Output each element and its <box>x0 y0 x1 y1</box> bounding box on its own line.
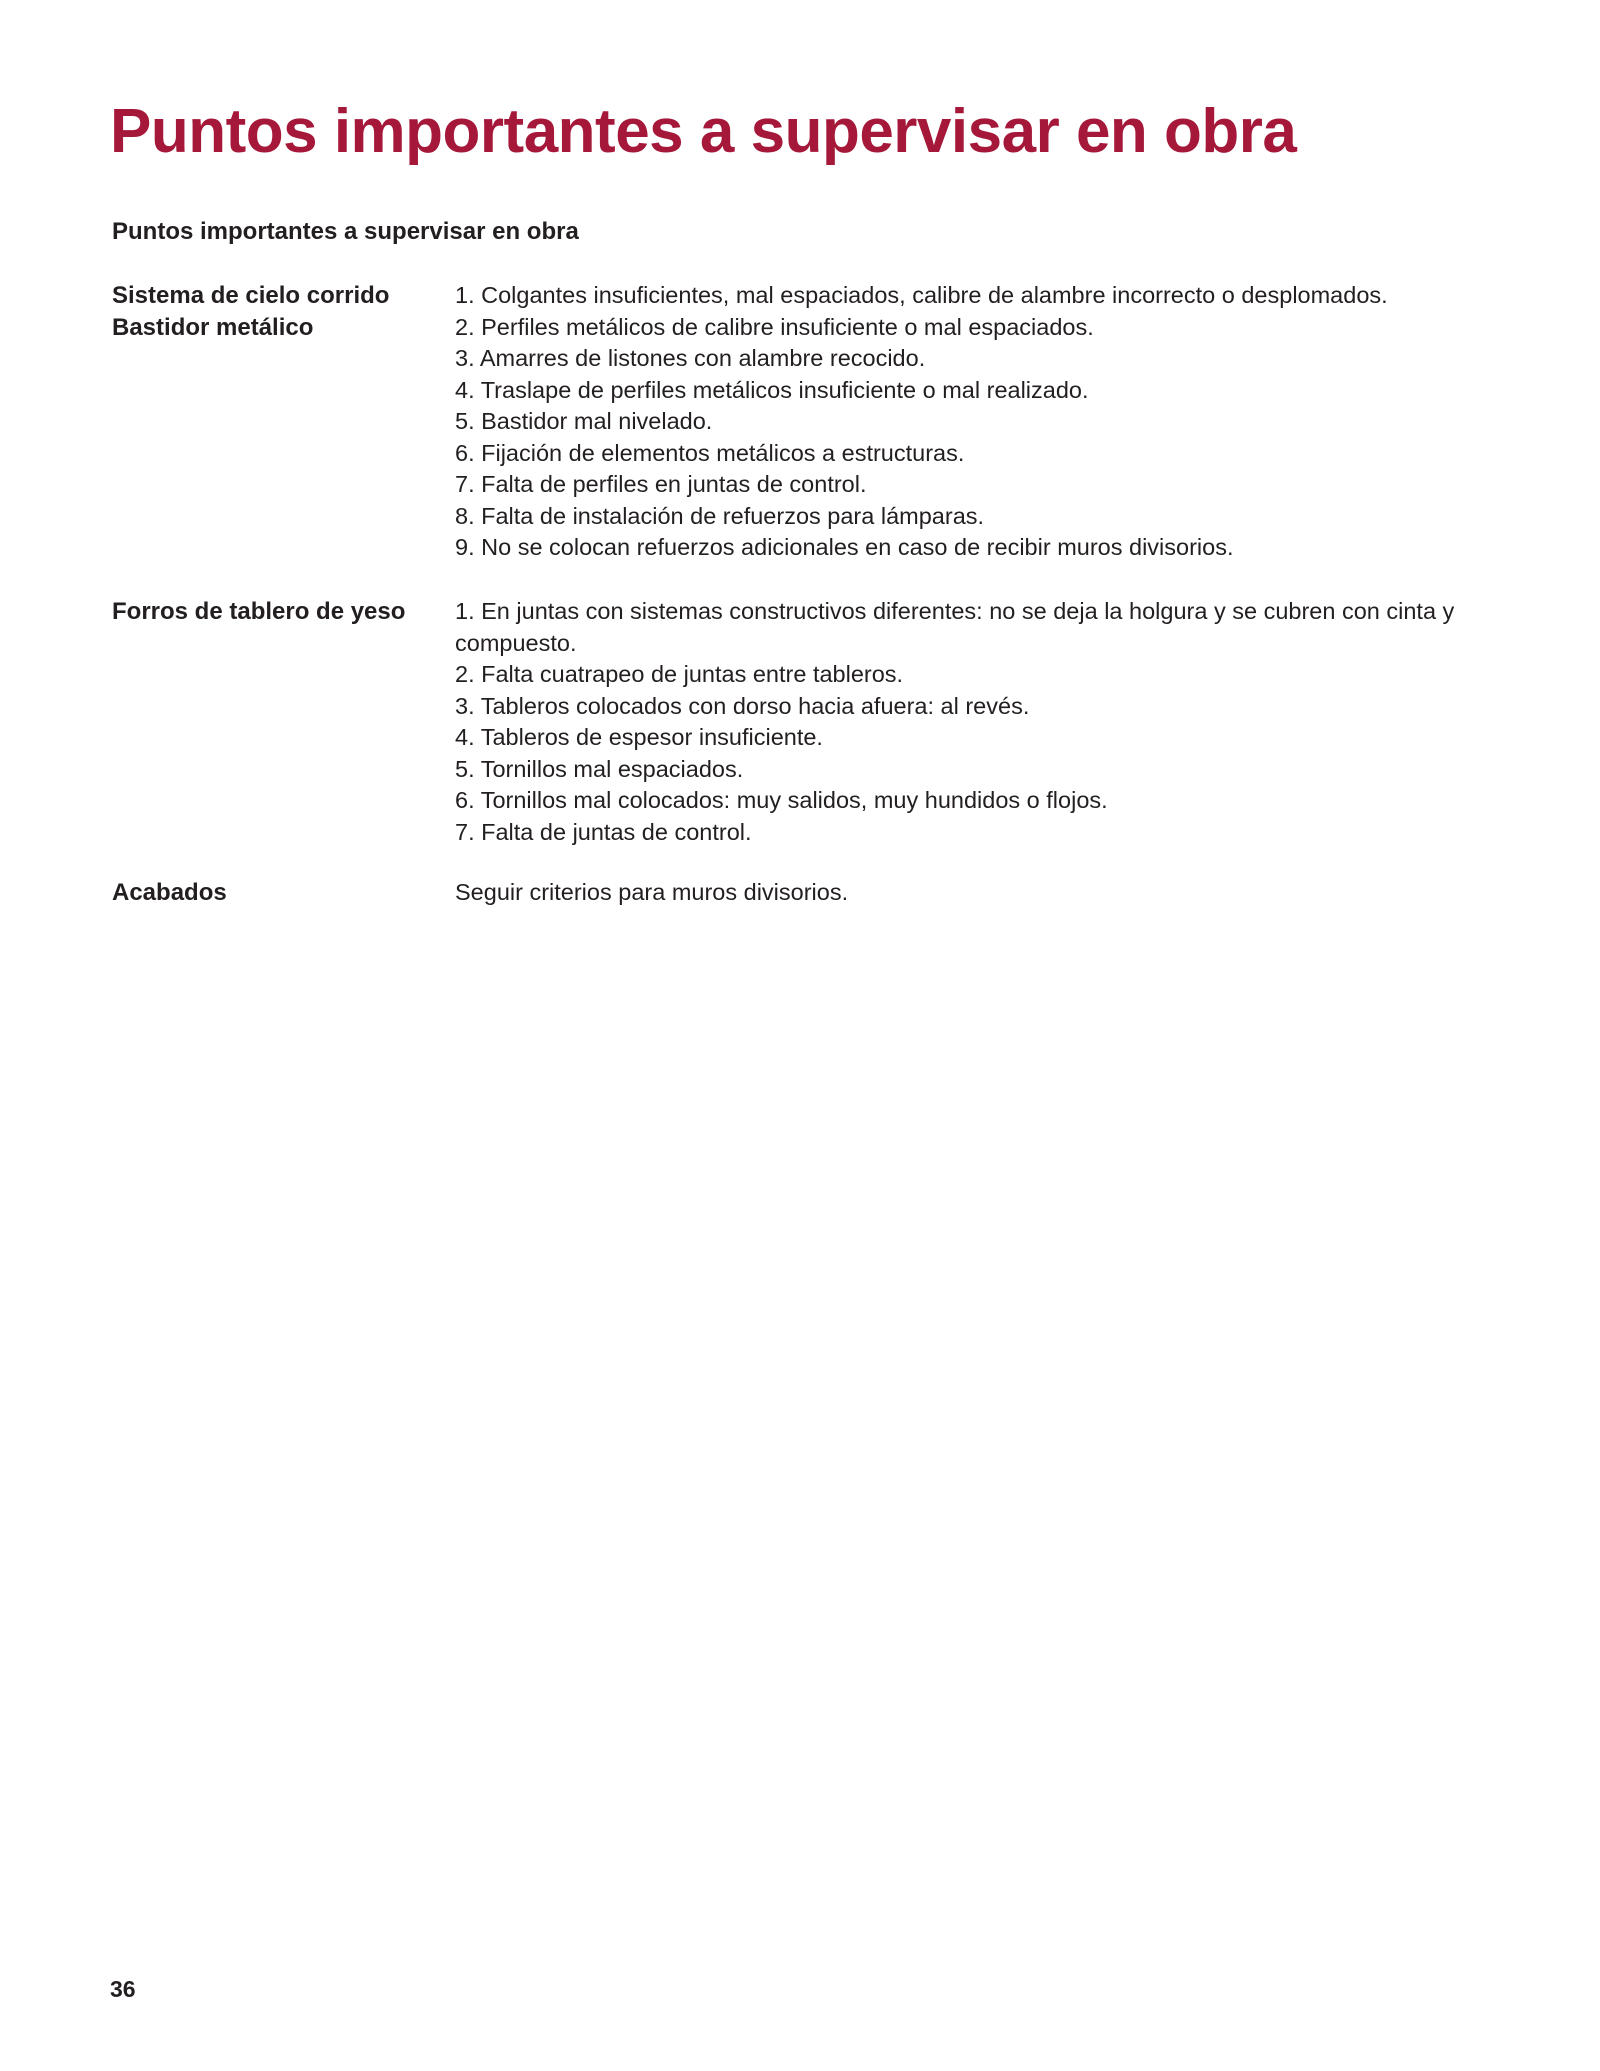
list-item: 6. Fijación de elementos metálicos a estructuras. <box>455 439 965 466</box>
section-label-line: Acabados <box>112 879 227 906</box>
list-item: 2. Falta cuatrapeo de juntas entre tableros. <box>455 661 904 687</box>
list-item: Seguir criterios para muros divisorios. <box>455 879 849 905</box>
section-label <box>112 596 442 628</box>
list-item: 4. Tableros de espesor insuficiente. <box>455 724 823 750</box>
list-item: 5. Bastidor mal nivelado. <box>455 408 713 434</box>
list-item: 7. Falta de juntas de control. <box>455 818 752 845</box>
section-label-line: Sistema de cielo corrido <box>112 282 390 309</box>
section-item-list <box>455 877 1495 909</box>
section-item-list <box>455 596 1495 848</box>
list-item: 8. Falta de instalación de refuerzos para lámparas. <box>455 502 985 529</box>
list-item: 3. Tableros colocados con dorso hacia afuera: al revés. <box>455 692 1030 719</box>
list-item: 7. Falta de perfiles en juntas de control. <box>455 471 867 497</box>
list-item: 3. Amarres de listones con alambre recocido. <box>455 345 926 371</box>
list-item: 2. Perfiles metálicos de calibre insuficiente o mal espaciados. <box>455 313 1094 340</box>
section-label <box>112 280 442 343</box>
page-number: 36 <box>110 1976 136 2002</box>
section-item-list <box>455 280 1495 564</box>
list-item: 4. Traslape de perfiles metálicos insuficiente o mal realizado. <box>455 376 1089 403</box>
list-item: 6. Tornillos mal colocados: muy salidos, muy hundidos o flojos. <box>455 787 1108 813</box>
list-item: 1. En juntas con sistemas constructivos diferentes: no se deja la holgura y se cubren con cinta y compuesto. <box>455 598 1455 656</box>
section-subtitle: Puntos importantes a supervisar en obra <box>112 218 579 245</box>
section-label-line: Forros de tablero de yeso <box>112 598 406 625</box>
list-item: 5. Tornillos mal espaciados. <box>455 755 744 782</box>
page-title: Puntos importantes a supervisar en obra <box>110 97 1297 166</box>
list-item: 1. Colgantes insuficientes, mal espaciados, calibre de alambre incorrecto o desplomados. <box>455 282 1388 308</box>
section-label <box>112 877 442 909</box>
section-label-line: Bastidor metálico <box>112 313 314 341</box>
list-item: 9. No se colocan refuerzos adicionales en caso de recibir muros divisorios. <box>455 534 1234 560</box>
